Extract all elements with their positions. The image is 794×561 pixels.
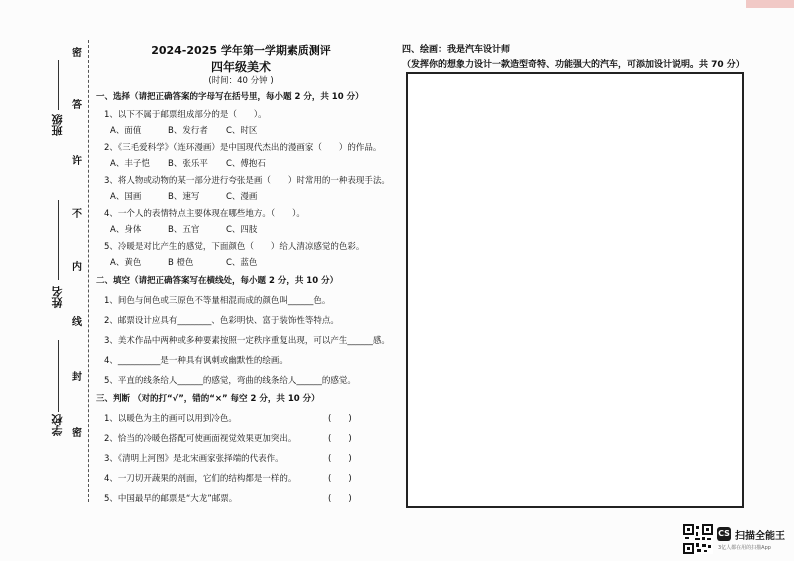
judge-question (96, 453, 386, 465)
option: B 橙色 (168, 258, 194, 268)
choice-options (96, 158, 386, 170)
seal-char: 密 (72, 428, 82, 439)
seal-char: 不 (72, 209, 82, 220)
answer-parens: ( ) (328, 454, 352, 464)
qr-code-icon (683, 524, 713, 554)
judge-text: 2、恰当的冷暖色搭配可使画面视觉效果更加突出。 (104, 434, 297, 444)
choice-question: 3、将人物或动物的某一部分进行夸张是画（ ）时常用的一种表现手法。 (104, 176, 390, 186)
choice-question: 4、一个人的表情特点主要体现在哪些地方。（ ）。 (104, 209, 305, 219)
choice-options (96, 257, 386, 269)
seal-char: 内 (72, 262, 82, 273)
choice-options (96, 125, 386, 137)
seal-char: 许 (72, 156, 82, 167)
choice-question: 5、冷暖是对比产生的感觉，下面颜色（ ）给人清凉感觉的色彩。 (104, 242, 365, 252)
drawing-area[interactable] (406, 72, 744, 508)
option: A、国画 (110, 192, 142, 202)
choice-options (96, 224, 386, 236)
option: A、面值 (110, 126, 142, 136)
camscanner-logo-icon: CS (717, 527, 731, 541)
section-drawing-heading: 四、绘画：我是汽车设计师 (402, 45, 511, 55)
name-label: 姓名 (51, 286, 64, 308)
judge-question (96, 493, 386, 505)
judge-text: 4、一刀切开蔬果的剖面，它们的结构都是一样的。 (104, 474, 297, 484)
seal-char: 答 (72, 100, 82, 111)
answer-parens: ( ) (328, 474, 352, 484)
option: C、四肢 (226, 225, 258, 235)
judge-question (96, 473, 386, 485)
option: A、黄色 (110, 258, 142, 268)
section-fill-heading: 二、填空（请把正确答案写在横线处，每小题 2 分，共 10 分） (96, 276, 339, 286)
choice-question: 2、《三毛爱科学》（连环漫画）是中国现代杰出的漫画家（ ）的作品。 (104, 143, 382, 153)
option: C、傅抱石 (226, 159, 266, 169)
option: C、蓝色 (226, 258, 258, 268)
choice-question: 1、以下不属于邮票组成部分的是（ ）。 (104, 110, 267, 120)
option: B、五官 (168, 225, 200, 235)
class-label: 班级 (51, 114, 64, 136)
judge-question (96, 433, 386, 445)
fill-line (58, 200, 59, 280)
section-choice-heading: 一、选择（请把正确答案的字母写在括号里，每小题 2 分，共 10 分） (96, 92, 364, 102)
option: C、漫画 (226, 192, 258, 202)
section-judge-heading: 三、判断 （对的打“√”，错的“×” 每空 2 分，共 10 分） (96, 394, 320, 404)
fill-question: 2、邮票设计应具有________、色彩明快、富于装饰性等特点。 (104, 316, 339, 326)
binding-line (88, 40, 89, 502)
question-column (96, 44, 390, 505)
fill-question: 1、间色与间色或三原色不等量相混而成的颜色叫______色。 (104, 296, 331, 306)
section-drawing-instruction: （发挥你的想象力设计一款造型奇特、功能强大的汽车，可添加设计说明。共 70 分） (402, 60, 745, 70)
option: A、身体 (110, 225, 142, 235)
option: B、发行者 (168, 126, 208, 136)
judge-text: 3、《清明上河图》是北宋画家张择端的代表作。 (104, 454, 284, 464)
school-label: 学校 (51, 414, 64, 436)
option: A、丰子恺 (110, 159, 150, 169)
fill-question: 4、__________是一种具有讽刺或幽默性的绘画。 (104, 356, 288, 366)
seal-char: 密 (72, 48, 82, 59)
scanner-tagline: 3亿人都在用的扫描App (718, 545, 771, 551)
seal-char: 封 (72, 372, 82, 383)
fill-line (58, 340, 59, 412)
option: B、张乐平 (168, 159, 208, 169)
exam-title: 2024-2025 学年第一学期素质测评 (151, 44, 331, 57)
answer-parens: ( ) (328, 414, 352, 424)
scanner-app-name: 扫描全能王 (735, 531, 785, 542)
judge-text: 1、以暖色为主的画可以用到冷色。 (104, 414, 237, 424)
fill-question: 3、美术作品中两种或多种要素按照一定秩序重复出现，可以产生______感。 (104, 336, 390, 346)
seal-char: 线 (72, 317, 82, 328)
option: B、速写 (168, 192, 200, 202)
judge-text: 5、中国最早的邮票是“大龙”邮票。 (104, 494, 238, 504)
corner-strip (746, 0, 794, 8)
exam-subtitle: 四年级美术 (210, 60, 271, 74)
answer-parens: ( ) (328, 494, 352, 504)
judge-question (96, 413, 386, 425)
choice-options (96, 191, 386, 203)
fill-line (58, 60, 59, 110)
exam-time: (时间：40 分钟 ) (208, 76, 274, 86)
fill-question: 5、平直的线条给人______的感觉，弯曲的线条给人______的感觉。 (104, 376, 356, 386)
answer-parens: ( ) (328, 434, 352, 444)
option: C、时区 (226, 126, 258, 136)
